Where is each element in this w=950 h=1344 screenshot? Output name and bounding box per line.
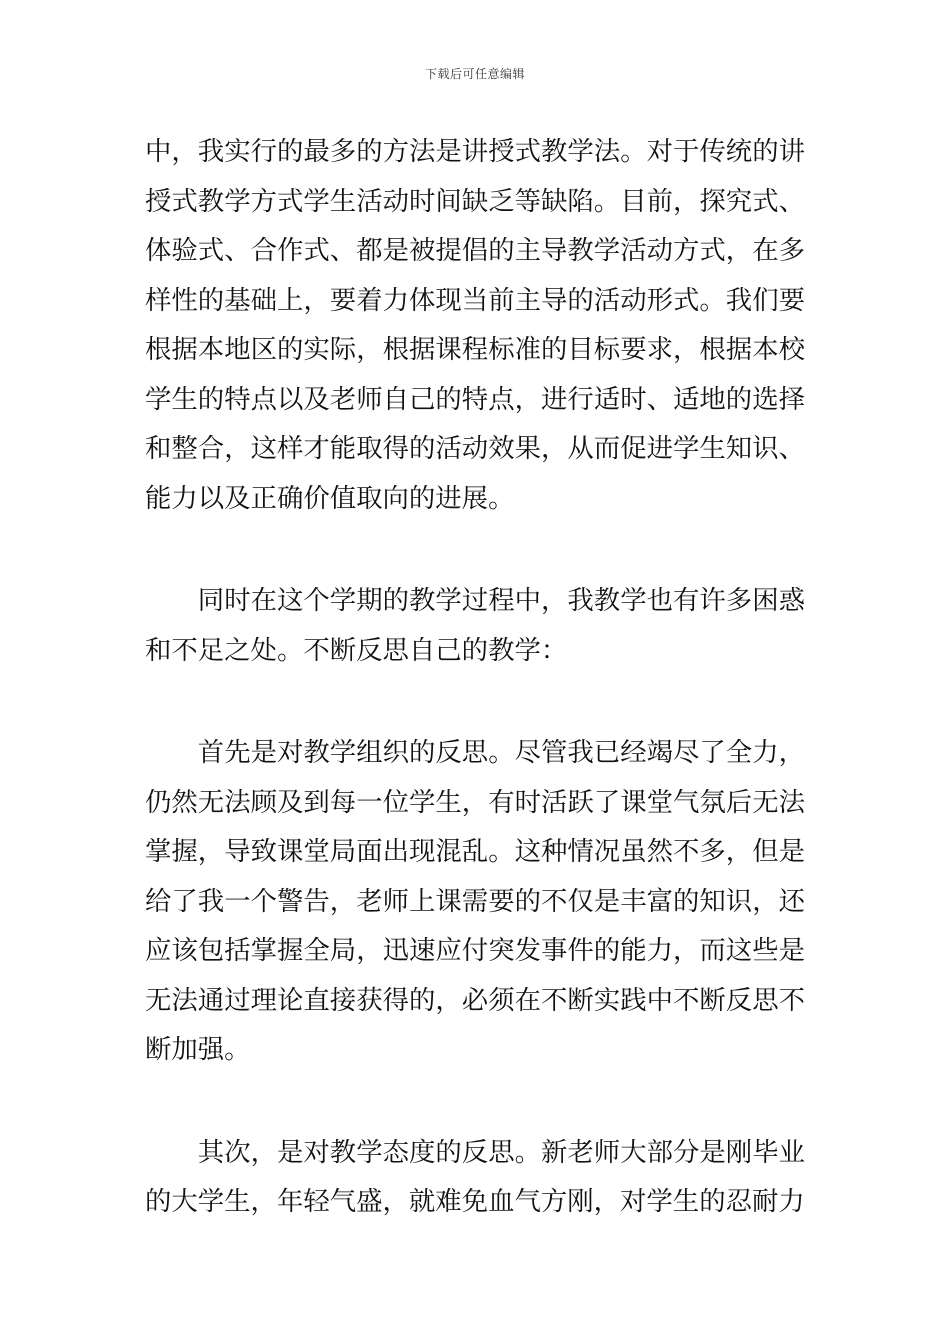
paragraph-gap	[145, 675, 805, 728]
document-body	[145, 127, 805, 1227]
paragraph-gap	[145, 523, 805, 576]
page-header-note: 下载后可任意编辑	[424, 67, 525, 81]
paragraph-1: 中，我实行的最多的方法是讲授式教学法。对于传统的讲授式教学方式学生活动时间缺乏等缺陷。目前，探究式、体验式、合作式、都是被提倡的主导教学活动方式，在多样性的基础上，要着力体现当前主导的活动形式。我们要根据本地区的实际，根据课程标准的目标要求，根据本校学生的特点以及老师自己的特点，进行适时、适地的选择和整合，这样才能取得的活动效果，从而促进学生知识、能力以及正确价值取向的进展。	[145, 136, 805, 514]
paragraph-gap	[145, 1075, 805, 1128]
paragraph-4: 其次，是对教学态度的反思。新老师大部分是刚毕业的大学生，年轻气盛，就难免血气方刚，对学生的忍耐力	[145, 1136, 805, 1217]
paragraph-3: 首先是对教学组织的反思。尽管我已经竭尽了全力，仍然无法顾及到每一位学生，有时活跃了课堂气氛后无法掌握，导致课堂局面出现混乱。这种情况虽然不多，但是给了我一个警告，老师上课需要的不仅是丰富的知识，还应该包括掌握全局，迅速应付突发事件的能力，而这些是无法通过理论直接获得的，必须在不断实践中不断反思不断加强。	[145, 737, 805, 1065]
paragraph-2: 同时在这个学期的教学过程中，我教学也有许多困惑和不足之处。不断反思自己的教学：	[145, 585, 805, 666]
